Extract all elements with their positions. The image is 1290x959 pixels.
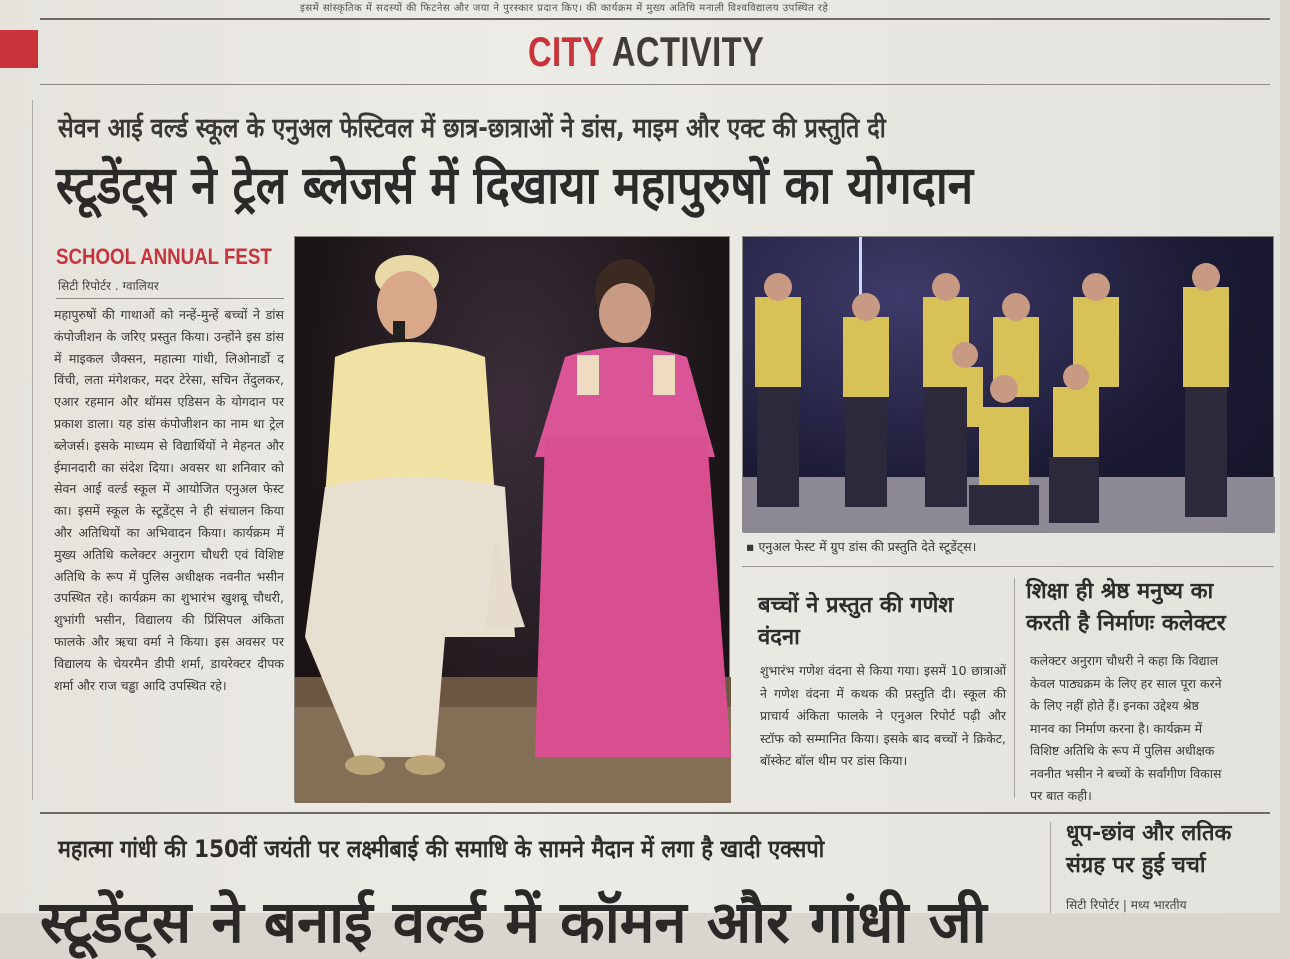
- main-headline: स्टूडेंट्स ने ट्रेल ब्लेजर्स में दिखाया महापुरुषों का योगदान: [56, 156, 974, 216]
- section-title-city: CITY: [528, 28, 604, 75]
- bottom-headline: महात्मा गांधी की 150वीं जयंती पर लक्ष्मीबाई की समाधि के सामने मैदान में लगा है खादी एक्सपो: [58, 835, 825, 863]
- photo-group-dance: [742, 236, 1274, 532]
- section-title: [528, 28, 764, 76]
- cut-off-headline: [40, 884, 1040, 956]
- story3-heading-line1: शिक्षा ही श्रेष्ठ मनुष्य का: [1026, 579, 1214, 604]
- bottom-rule: [40, 812, 1270, 814]
- story3-line: केवल पाठ्यक्रम के लिए हर साल पूरा करने: [1030, 675, 1222, 691]
- bottom-column-divider: [1050, 822, 1051, 913]
- section-rule: [40, 84, 1270, 85]
- column-divider: [1014, 578, 1015, 798]
- story3-line: के लिए नहीं होते हैं। इनका उद्देश्य श्रेष्ठ: [1030, 698, 1199, 713]
- byline-rule: [56, 298, 284, 299]
- side-story-heading: [1066, 818, 1231, 882]
- story3-line: विशिष्ट अतिथि के रूप में पुलिस अधीक्षक: [1030, 743, 1215, 758]
- story2-body: शुभारंभ गणेश वंदना से किया गया। इसमें 10 छात्राओं ने गणेश वंदना में कथक की प्रस्तुति दी। स्कूल की प्राचार्य अंकिता फालके ने एनुअल रिपोर्ट पढ़ी और स्टॉफ को सम्मानित किया। इसके बाद बच्चों ने क्रिकेट, बॉस्केट बॉल थीम पर डांस किया।: [760, 663, 1006, 768]
- photo-caption: ▪ एनुअल फेस्ट में ग्रुप डांस की प्रस्तुति देते स्टूडेंट्स।: [746, 539, 977, 554]
- side-story-line2: संग्रह पर हुई चर्चा: [1066, 853, 1206, 878]
- section-title-activity: ACTIVITY: [611, 28, 765, 75]
- story2-heading: बच्चों ने प्रस्तुत की गणेश वंदना: [758, 593, 954, 650]
- story3-line: नवनीत भसीन ने बच्चों के सर्वांगीण विकास: [1030, 765, 1222, 781]
- article-body: महापुरुषों की गाथाओं को नन्हें-मुन्हें बच्चों ने डांस कंपोजीशन के जरिए प्रस्तुत किया। उन्होंने इस डांस में माइकल जैक्सन, महात्मा गांधी, लिओनार्डो द विंची, लता मंगेशकर, मदर टेरेसा, सचिन तेंदुलकर, एआर रहमान और थॉमस एडिसन के योगदान पर प्रकाश डाला। यह डांस कंपोजीशन का नाम था ट्रेल ब्लेजर्स। इसके माध्यम से विद्यार्थियों ने मेहनत और ईमानदारी का संदेश दिया। अवसर था शनिवार को सेवन आई वर्ल्ड स्कूल में आयोजित एनुअल फेस्ट का। इसमें स्कूल के स्टूडेंट्स ने ही संचालन किया और अतिथियों का अभिवादन किया। कार्यक्रम में मुख्य अतिथि कलेक्टर अनुराग चौधरी एवं विशिष्ट अतिथि के रूप में पुलिस अधीक्षक नवनीत भसीन उपस्थित रहे। कार्यक्रम का शुभारंभ खुशबू चौधरी, शुभांगी भसीन, विद्यालय की प्रिंसिपल अंकिता फालके और ऋचा वर्मा ने किया। इस अवसर पर विद्यालय के चेयरमैन डीपी शर्मा, डायरेक्टर दीपक शर्मा और राज चड्ढा आदि उपस्थित रहे।: [54, 307, 284, 693]
- cut-off-headline-text: स्टूडेंट्स ने बनाई वर्ल्ड में कॉमन और गांधी जी: [40, 888, 987, 956]
- story3-line: मानव का निर्माण करना है। कार्यक्रम में: [1030, 720, 1203, 736]
- story3-heading-line2: करती है निर्माणः कलेक्टर: [1026, 611, 1226, 636]
- side-story-line1: धूप-छांव और लतिक: [1066, 821, 1232, 846]
- story3-line: कलेक्टर अनुराग चौधरी ने कहा कि विद्याल: [1030, 653, 1219, 668]
- photo2-illustration: [743, 237, 1275, 533]
- kicker-headline: सेवन आई वर्ल्ड स्कूल के एनुअल फेस्टिवल में छात्र-छात्राओं ने डांस, माइम और एक्ट की प्रस्तुति दी: [58, 113, 886, 144]
- story3-body: [1030, 650, 1290, 808]
- section-label: SCHOOL ANNUAL FEST: [56, 244, 272, 269]
- side-story-byline: सिटी रिपोर्टर | मध्य भारतीय: [1066, 898, 1187, 912]
- top-strip-text: इसमें सांस्कृतिक में सदस्यों की फिटनेस और जया ने पुरस्कार प्रदान किए। की कार्यक्रम में मुख्य अतिथि मनाली विश्वविद्यालय उपस्थित रहे: [300, 3, 829, 14]
- photo1-illustration: [295, 237, 731, 803]
- byline: सिटी रिपोर्टर . ग्वालियर: [58, 279, 159, 293]
- story3-heading: [1026, 576, 1286, 640]
- story3-line: पर बात कही।: [1030, 788, 1092, 803]
- left-column-rule: [32, 100, 33, 800]
- caption-rule: [742, 566, 1274, 567]
- top-rule: [40, 18, 1270, 20]
- red-section-tab: [0, 30, 38, 68]
- photo-children-performing: [294, 236, 730, 802]
